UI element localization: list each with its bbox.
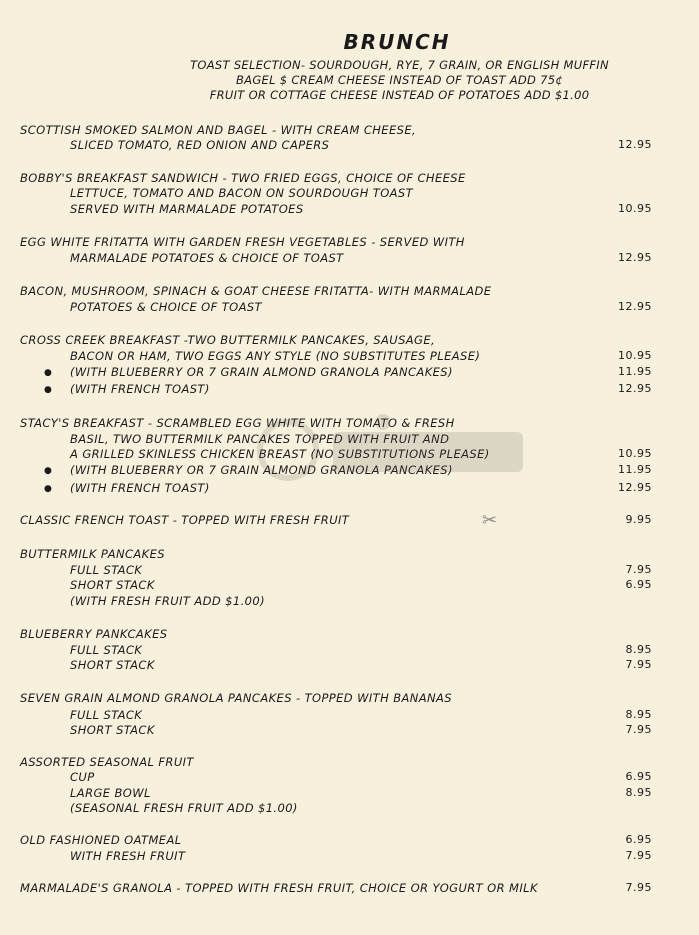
- item-price: 10.95: [618, 349, 652, 362]
- bullet-icon: ●: [44, 385, 52, 395]
- item-stacys-option: (WITH BLUEBERRY OR 7 GRAIN ALMOND GRANOLA PANCAKES): [70, 463, 453, 477]
- item-price: 12.95: [618, 382, 652, 395]
- item-egg-white-fritatta: EGG WHITE FRITATTA WITH GARDEN FRESH VEGETABLES - SERVED WITH: [20, 235, 465, 249]
- item-cross-creek-option: (WITH FRENCH TOAST): [70, 382, 210, 396]
- item-french-toast: CLASSIC FRENCH TOAST - TOPPED WITH FRESH FRUIT: [20, 513, 350, 527]
- item-price: 12.95: [618, 481, 652, 494]
- item-price: 10.95: [618, 447, 652, 460]
- item-price: 12.95: [618, 138, 652, 151]
- item-price: 6.95: [625, 833, 652, 846]
- bullet-icon: ●: [44, 466, 52, 476]
- item-full-stack: FULL STACK: [70, 563, 143, 577]
- item-bacon-fritatta-desc: POTATOES & CHOICE OF TOAST: [70, 300, 262, 314]
- item-buttermilk-pancakes: BUTTERMILK PANCAKES: [20, 547, 165, 561]
- item-bobbys-desc: LETTUCE, TOMATO AND BACON ON SOURDOUGH TOAST: [70, 186, 414, 200]
- item-egg-white-desc: MARMALADE POTATOES & CHOICE OF TOAST: [70, 251, 344, 265]
- item-stacys-breakfast: STACY'S BREAKFAST - SCRAMBLED EGG WHITE WITH TOMATO & FRESH: [20, 416, 455, 430]
- item-price: 8.95: [625, 708, 652, 721]
- item-bobbys-desc: SERVED WITH MARMALADE POTATOES: [70, 202, 304, 216]
- item-price: 7.95: [625, 881, 652, 894]
- item-price: 10.95: [618, 202, 652, 215]
- item-short-stack: SHORT STACK: [70, 723, 155, 737]
- item-price: 12.95: [618, 251, 652, 264]
- item-price: 11.95: [618, 463, 652, 476]
- item-price: 8.95: [625, 786, 652, 799]
- item-price: 7.95: [625, 563, 652, 576]
- menu-title: BRUNCH: [343, 30, 451, 54]
- item-price: 8.95: [625, 643, 652, 656]
- item-cross-creek: CROSS CREEK BREAKFAST -TWO BUTTERMILK PANCAKES, SAUSAGE,: [20, 333, 436, 347]
- item-oatmeal: OLD FASHIONED OATMEAL: [20, 833, 182, 847]
- item-full-stack: FULL STACK: [70, 643, 143, 657]
- item-price: 9.95: [625, 513, 652, 526]
- scissors-icon: ✂: [482, 510, 498, 531]
- item-stacys-desc: A GRILLED SKINLESS CHICKEN BREAST (NO SUBSTITUTIONS PLEASE): [70, 447, 490, 461]
- item-bobbys-sandwich: BOBBY'S BREAKFAST SANDWICH - TWO FRIED EGGS, CHOICE OF CHEESE: [20, 171, 466, 185]
- item-full-stack: FULL STACK: [70, 708, 143, 722]
- item-seven-grain-pancakes: SEVEN GRAIN ALMOND GRANOLA PANCAKES - TOPPED WITH BANANAS: [20, 691, 452, 705]
- item-seasonal-addon: (SEASONAL FRESH FRUIT ADD $1.00): [70, 801, 298, 815]
- item-price: 7.95: [625, 849, 652, 862]
- item-cross-creek-option: (WITH BLUEBERRY OR 7 GRAIN ALMOND GRANOLA PANCAKES): [70, 365, 453, 379]
- item-price: 6.95: [625, 578, 652, 591]
- item-price: 11.95: [618, 365, 652, 378]
- item-seasonal-fruit: ASSORTED SEASONAL FRUIT: [20, 755, 194, 769]
- bullet-icon: ●: [44, 484, 52, 494]
- toast-selection-note: TOAST SELECTION- SOURDOUGH, RYE, 7 GRAIN, OR ENGLISH MUFFIN: [190, 58, 609, 72]
- item-salmon-bagel: SCOTTISH SMOKED SALMON AND BAGEL - WITH CREAM CHEESE,: [20, 123, 417, 137]
- item-price: 7.95: [625, 723, 652, 736]
- item-cross-creek-desc: BACON OR HAM, TWO EGGS ANY STYLE (NO SUBSTITUTES PLEASE): [70, 349, 481, 363]
- item-price: 12.95: [618, 300, 652, 313]
- item-stacys-desc: BASIL, TWO BUTTERMILK PANCAKES TOPPED WITH FRUIT AND: [70, 432, 450, 446]
- item-stacys-option: (WITH FRENCH TOAST): [70, 481, 210, 495]
- item-cup: CUP: [70, 770, 95, 784]
- item-short-stack: SHORT STACK: [70, 658, 155, 672]
- fruit-note: FRUIT OR COTTAGE CHEESE INSTEAD OF POTATOES ADD $1.00: [209, 88, 590, 102]
- item-oatmeal-fruit: WITH FRESH FRUIT: [70, 849, 186, 863]
- watermark-logo: [233, 410, 528, 482]
- item-fresh-fruit-addon: (WITH FRESH FRUIT ADD $1.00): [70, 594, 265, 608]
- item-large-bowl: LARGE BOWL: [70, 786, 151, 800]
- item-salmon-bagel-desc: SLICED TOMATO, RED ONION AND CAPERS: [70, 138, 330, 152]
- item-bacon-fritatta: BACON, MUSHROOM, SPINACH & GOAT CHEESE FRITATTA- WITH MARMALADE: [20, 284, 492, 298]
- item-price: 6.95: [625, 770, 652, 783]
- bagel-note: BAGEL $ CREAM CHEESE INSTEAD OF TOAST ADD 75¢: [235, 73, 564, 87]
- bullet-icon: ●: [44, 368, 52, 378]
- item-price: 7.95: [625, 658, 652, 671]
- item-granola: MARMALADE'S GRANOLA - TOPPED WITH FRESH FRUIT, CHOICE OR YOGURT OR MILK: [20, 881, 538, 895]
- item-short-stack: SHORT STACK: [70, 578, 155, 592]
- item-blueberry-pancakes: BLUEBERRY PANKCAKES: [20, 627, 168, 641]
